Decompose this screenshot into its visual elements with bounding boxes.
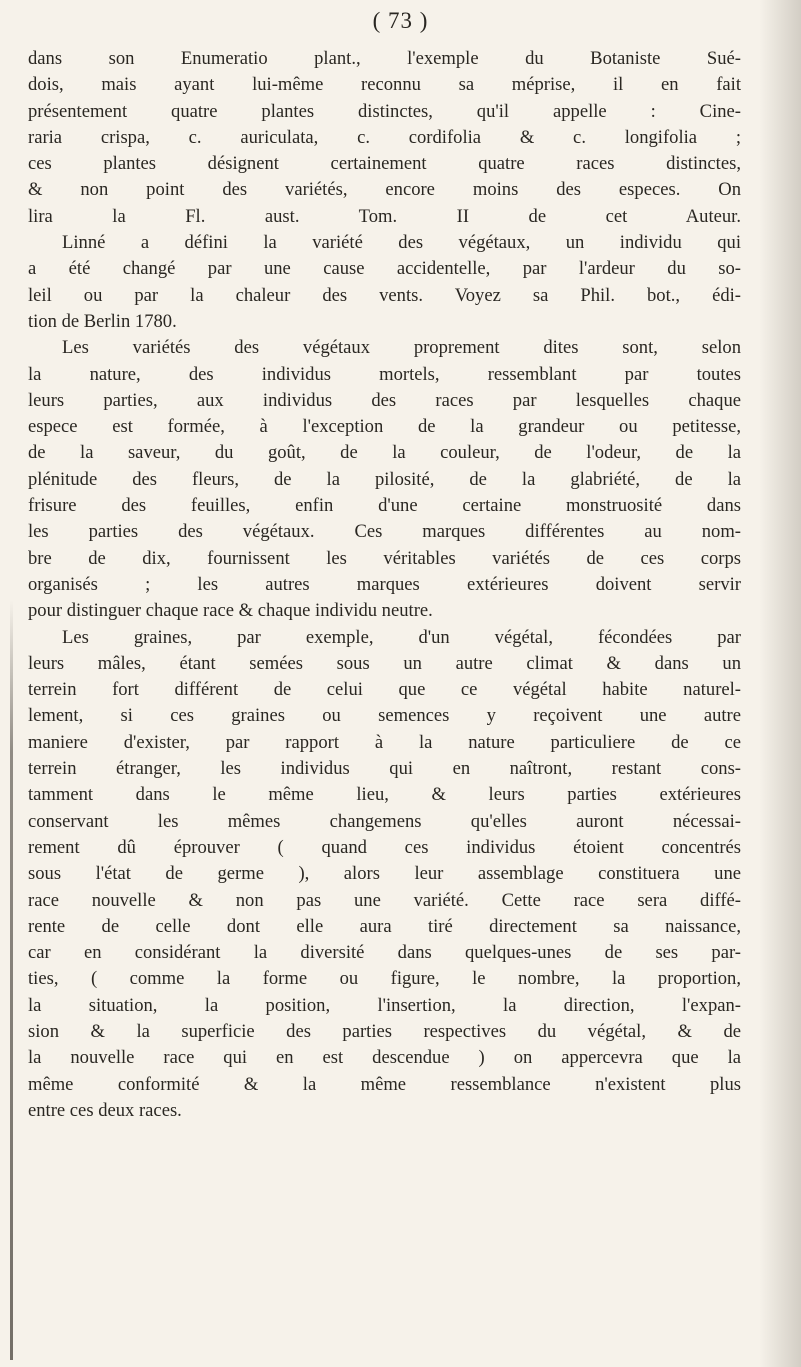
body-text [28, 46, 741, 1124]
text-line: la nouvelle race qui en est descendue ) on appercevra que la [28, 1047, 741, 1069]
text-line: rente de celle dont elle aura tiré directement sa naissance, [28, 915, 741, 937]
text-line: a été changé par une cause accidentelle, par l'ardeur du so- [28, 258, 741, 280]
text-line: Linné a défini la variété des végétaux, un individu qui [62, 232, 741, 254]
text-line: entre ces deux races. [28, 1099, 182, 1121]
text-line: conservant les mêmes changemens qu'elles auront nécessai- [28, 810, 741, 832]
text-line: leurs parties, aux individus des races par lesquelles chaque [28, 389, 741, 411]
text-line: même conformité & la même ressemblance n'existent plus [28, 1073, 741, 1095]
text-line: terrein fort différent de celui que ce végétal habite naturel- [28, 679, 741, 701]
text-line: rement dû éprouver ( quand ces individus étoient concentrés [28, 836, 741, 858]
text-line: ces plantes désignent certainement quatre races distinctes, [28, 153, 741, 175]
text-line: organisés ; les autres marques extérieures doivent servir [28, 573, 741, 595]
text-line: raria crispa, c. auriculata, c. cordifolia & c. longifolia ; [28, 126, 741, 148]
text-line: lira la Fl. aust. Tom. II de cet Auteur. [28, 205, 741, 227]
text-line: lement, si ces graines ou semences y reçoivent une autre [28, 705, 741, 727]
text-line: maniere d'exister, par rapport à la nature particuliere de ce [28, 731, 741, 753]
text-line: espece est formée, à l'exception de la grandeur ou petitesse, [28, 416, 741, 438]
text-line: bre de dix, fournissent les véritables variétés de ces corps [28, 547, 741, 569]
text-line: Les graines, par exemple, d'un végétal, fécondées par [62, 626, 741, 648]
text-line: tion de Berlin 1780. [28, 310, 177, 332]
binding-shadow [10, 600, 13, 1360]
text-line: frisure des feuilles, enfin d'une certaine monstruosité dans [28, 495, 741, 517]
text-line: pour distinguer chaque race & chaque individu neutre. [28, 600, 433, 622]
text-line: présentement quatre plantes distinctes, qu'il appelle : Cine- [28, 100, 741, 122]
text-line: Les variétés des végétaux proprement dites sont, selon [62, 337, 741, 359]
text-line: terrein étranger, les individus qui en naîtront, restant cons- [28, 758, 741, 780]
text-line: leil ou par la chaleur des vents. Voyez sa Phil. bot., édi- [28, 284, 741, 306]
text-line: & non point des variétés, encore moins des especes. On [28, 179, 741, 201]
text-line: les parties des végétaux. Ces marques différentes au nom- [28, 521, 741, 543]
page-number: ( 73 ) [372, 8, 429, 33]
text-line: ties, ( comme la forme ou figure, le nombre, la proportion, [28, 968, 741, 990]
text-line: sion & la superficie des parties respectives du végétal, & de [28, 1020, 741, 1042]
text-line: dois, mais ayant lui-même reconnu sa méprise, il en fait [28, 74, 741, 96]
text-line: plénitude des fleurs, de la pilosité, de la glabriété, de la [28, 468, 741, 490]
text-line: car en considérant la diversité dans quelques-unes de ses par- [28, 942, 741, 964]
text-line: dans son Enumeratio plant., l'exemple du Botaniste Sué- [28, 48, 741, 69]
text-line: leurs mâles, étant semées sous un autre climat & dans un [28, 652, 741, 674]
text-line: la nature, des individus mortels, ressemblant par toutes [28, 363, 741, 385]
text-line: de la saveur, du goût, de la couleur, de l'odeur, de la [28, 442, 741, 464]
page-edge-shadow [759, 0, 801, 1367]
text-line: la situation, la position, l'insertion, la direction, l'expan- [28, 994, 741, 1016]
text-line: race nouvelle & non pas une variété. Cette race sera diffé- [28, 889, 741, 911]
text-line: sous l'état de germe ), alors leur assemblage constituera une [28, 863, 741, 885]
text-line: tamment dans le même lieu, & leurs parties extérieures [28, 784, 741, 806]
